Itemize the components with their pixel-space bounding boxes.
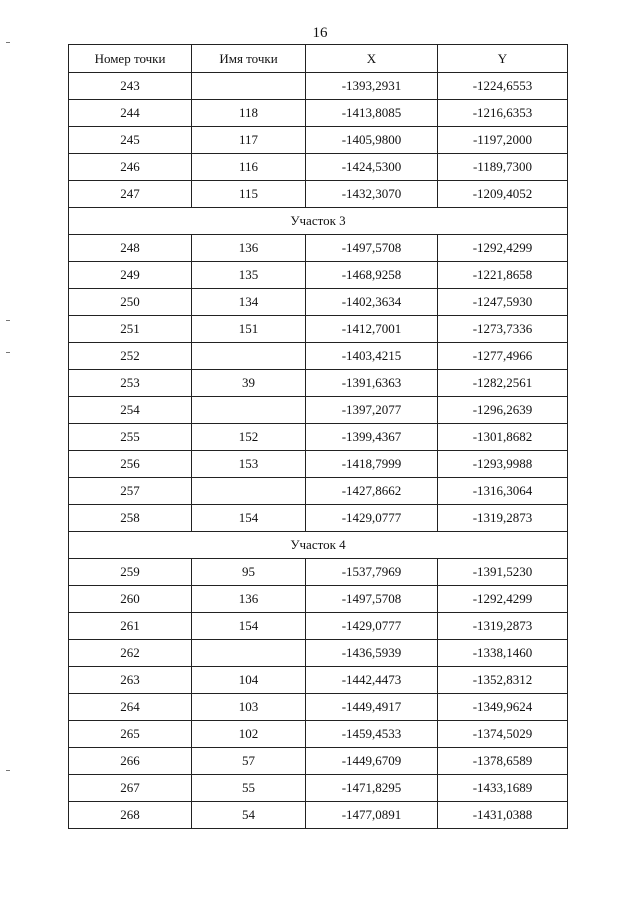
table-row xyxy=(69,694,568,721)
cell-y: -1224,6553 xyxy=(438,73,568,100)
table-row xyxy=(69,370,568,397)
table-row xyxy=(69,478,568,505)
cell-point-name: 152 xyxy=(192,424,306,451)
cell-x: -1442,4473 xyxy=(306,667,438,694)
cell-point-number: 255 xyxy=(69,424,192,451)
table-row xyxy=(69,640,568,667)
cell-y: -1391,5230 xyxy=(438,559,568,586)
cell-point-name: 154 xyxy=(192,613,306,640)
cell-x: -1471,8295 xyxy=(306,775,438,802)
cell-point-number: 258 xyxy=(69,505,192,532)
cell-x: -1429,0777 xyxy=(306,505,438,532)
cell-y: -1221,8658 xyxy=(438,262,568,289)
cell-y: -1197,2000 xyxy=(438,127,568,154)
cell-point-number: 254 xyxy=(69,397,192,424)
table-row xyxy=(69,235,568,262)
table-row xyxy=(69,424,568,451)
cell-point-name: 102 xyxy=(192,721,306,748)
cell-y: -1433,1689 xyxy=(438,775,568,802)
cell-point-number: 267 xyxy=(69,775,192,802)
table-row xyxy=(69,748,568,775)
cell-x: -1424,5300 xyxy=(306,154,438,181)
cell-y: -1431,0388 xyxy=(438,802,568,829)
cell-point-name: 39 xyxy=(192,370,306,397)
table-row xyxy=(69,289,568,316)
cell-x: -1393,2931 xyxy=(306,73,438,100)
cell-point-number: 261 xyxy=(69,613,192,640)
cell-x: -1391,6363 xyxy=(306,370,438,397)
cell-x: -1449,6709 xyxy=(306,748,438,775)
table-row xyxy=(69,505,568,532)
cell-x: -1412,7001 xyxy=(306,316,438,343)
page-number: 16 xyxy=(312,25,328,41)
table-row xyxy=(69,181,568,208)
cell-point-name: 104 xyxy=(192,667,306,694)
cell-point-number: 249 xyxy=(69,262,192,289)
cell-point-name: 115 xyxy=(192,181,306,208)
cell-x: -1432,3070 xyxy=(306,181,438,208)
cell-y: -1319,2873 xyxy=(438,613,568,640)
cell-point-name xyxy=(192,73,306,100)
cell-point-name: 154 xyxy=(192,505,306,532)
cell-x: -1477,0891 xyxy=(306,802,438,829)
cell-y: -1209,4052 xyxy=(438,181,568,208)
table-row xyxy=(69,262,568,289)
margin-mark xyxy=(6,320,10,321)
table-header xyxy=(69,45,568,73)
cell-y: -1216,6353 xyxy=(438,100,568,127)
cell-point-number: 259 xyxy=(69,559,192,586)
cell-point-number: 244 xyxy=(69,100,192,127)
cell-point-number: 252 xyxy=(69,343,192,370)
cell-point-name: 134 xyxy=(192,289,306,316)
cell-point-number: 247 xyxy=(69,181,192,208)
cell-point-number: 245 xyxy=(69,127,192,154)
header-x: X xyxy=(306,45,438,73)
cell-x: -1399,4367 xyxy=(306,424,438,451)
cell-point-name: 118 xyxy=(192,100,306,127)
cell-point-name: 136 xyxy=(192,235,306,262)
cell-y: -1273,7336 xyxy=(438,316,568,343)
cell-point-name xyxy=(192,397,306,424)
table-body xyxy=(69,73,568,829)
cell-point-name xyxy=(192,343,306,370)
margin-mark xyxy=(6,352,10,353)
cell-point-name: 55 xyxy=(192,775,306,802)
cell-point-name: 95 xyxy=(192,559,306,586)
section-row xyxy=(69,208,568,235)
cell-x: -1429,0777 xyxy=(306,613,438,640)
cell-x: -1449,4917 xyxy=(306,694,438,721)
cell-point-name: 54 xyxy=(192,802,306,829)
cell-x: -1403,4215 xyxy=(306,343,438,370)
cell-y: -1374,5029 xyxy=(438,721,568,748)
table-row xyxy=(69,775,568,802)
cell-point-name: 103 xyxy=(192,694,306,721)
cell-y: -1277,4966 xyxy=(438,343,568,370)
section-row xyxy=(69,532,568,559)
cell-point-number: 250 xyxy=(69,289,192,316)
cell-x: -1413,8085 xyxy=(306,100,438,127)
table-row xyxy=(69,343,568,370)
cell-point-number: 246 xyxy=(69,154,192,181)
cell-point-number: 251 xyxy=(69,316,192,343)
table-row xyxy=(69,721,568,748)
cell-y: -1189,7300 xyxy=(438,154,568,181)
cell-point-name: 116 xyxy=(192,154,306,181)
cell-point-number: 260 xyxy=(69,586,192,613)
cell-y: -1352,8312 xyxy=(438,667,568,694)
cell-point-number: 243 xyxy=(69,73,192,100)
cell-point-number: 264 xyxy=(69,694,192,721)
cell-point-name: 135 xyxy=(192,262,306,289)
table-row xyxy=(69,397,568,424)
cell-point-number: 256 xyxy=(69,451,192,478)
cell-x: -1497,5708 xyxy=(306,586,438,613)
cell-y: -1292,4299 xyxy=(438,586,568,613)
cell-x: -1405,9800 xyxy=(306,127,438,154)
cell-y: -1292,4299 xyxy=(438,235,568,262)
cell-y: -1296,2639 xyxy=(438,397,568,424)
cell-point-number: 257 xyxy=(69,478,192,505)
cell-point-name: 117 xyxy=(192,127,306,154)
cell-y: -1349,9624 xyxy=(438,694,568,721)
table-row xyxy=(69,451,568,478)
cell-point-number: 265 xyxy=(69,721,192,748)
cell-y: -1282,2561 xyxy=(438,370,568,397)
table-row xyxy=(69,73,568,100)
table-row xyxy=(69,802,568,829)
cell-y: -1293,9988 xyxy=(438,451,568,478)
section-label: Участок 4 xyxy=(69,532,568,559)
table-row xyxy=(69,559,568,586)
cell-point-number: 248 xyxy=(69,235,192,262)
table-row xyxy=(69,586,568,613)
header-y: Y xyxy=(438,45,568,73)
cell-point-number: 268 xyxy=(69,802,192,829)
coordinates-table xyxy=(68,44,568,829)
cell-x: -1427,8662 xyxy=(306,478,438,505)
table-row xyxy=(69,667,568,694)
cell-y: -1378,6589 xyxy=(438,748,568,775)
table-row xyxy=(69,100,568,127)
cell-y: -1301,8682 xyxy=(438,424,568,451)
cell-y: -1247,5930 xyxy=(438,289,568,316)
header-row xyxy=(69,45,568,73)
header-point-name: Имя точки xyxy=(192,45,306,73)
cell-x: -1402,3634 xyxy=(306,289,438,316)
section-label: Участок 3 xyxy=(69,208,568,235)
table-row xyxy=(69,154,568,181)
cell-x: -1497,5708 xyxy=(306,235,438,262)
margin-mark xyxy=(6,770,10,771)
cell-point-name xyxy=(192,478,306,505)
cell-x: -1459,4533 xyxy=(306,721,438,748)
cell-point-name: 136 xyxy=(192,586,306,613)
cell-point-name xyxy=(192,640,306,667)
cell-point-number: 266 xyxy=(69,748,192,775)
cell-point-name: 57 xyxy=(192,748,306,775)
cell-y: -1338,1460 xyxy=(438,640,568,667)
cell-point-name: 153 xyxy=(192,451,306,478)
margin-mark xyxy=(6,42,10,43)
cell-x: -1468,9258 xyxy=(306,262,438,289)
table-row xyxy=(69,127,568,154)
table-row xyxy=(69,316,568,343)
cell-y: -1319,2873 xyxy=(438,505,568,532)
cell-x: -1397,2077 xyxy=(306,397,438,424)
cell-x: -1436,5939 xyxy=(306,640,438,667)
cell-y: -1316,3064 xyxy=(438,478,568,505)
cell-point-number: 253 xyxy=(69,370,192,397)
cell-point-number: 263 xyxy=(69,667,192,694)
cell-x: -1418,7999 xyxy=(306,451,438,478)
cell-point-name: 151 xyxy=(192,316,306,343)
cell-x: -1537,7969 xyxy=(306,559,438,586)
table-row xyxy=(69,613,568,640)
cell-point-number: 262 xyxy=(69,640,192,667)
header-point-number: Номер точки xyxy=(69,45,192,73)
